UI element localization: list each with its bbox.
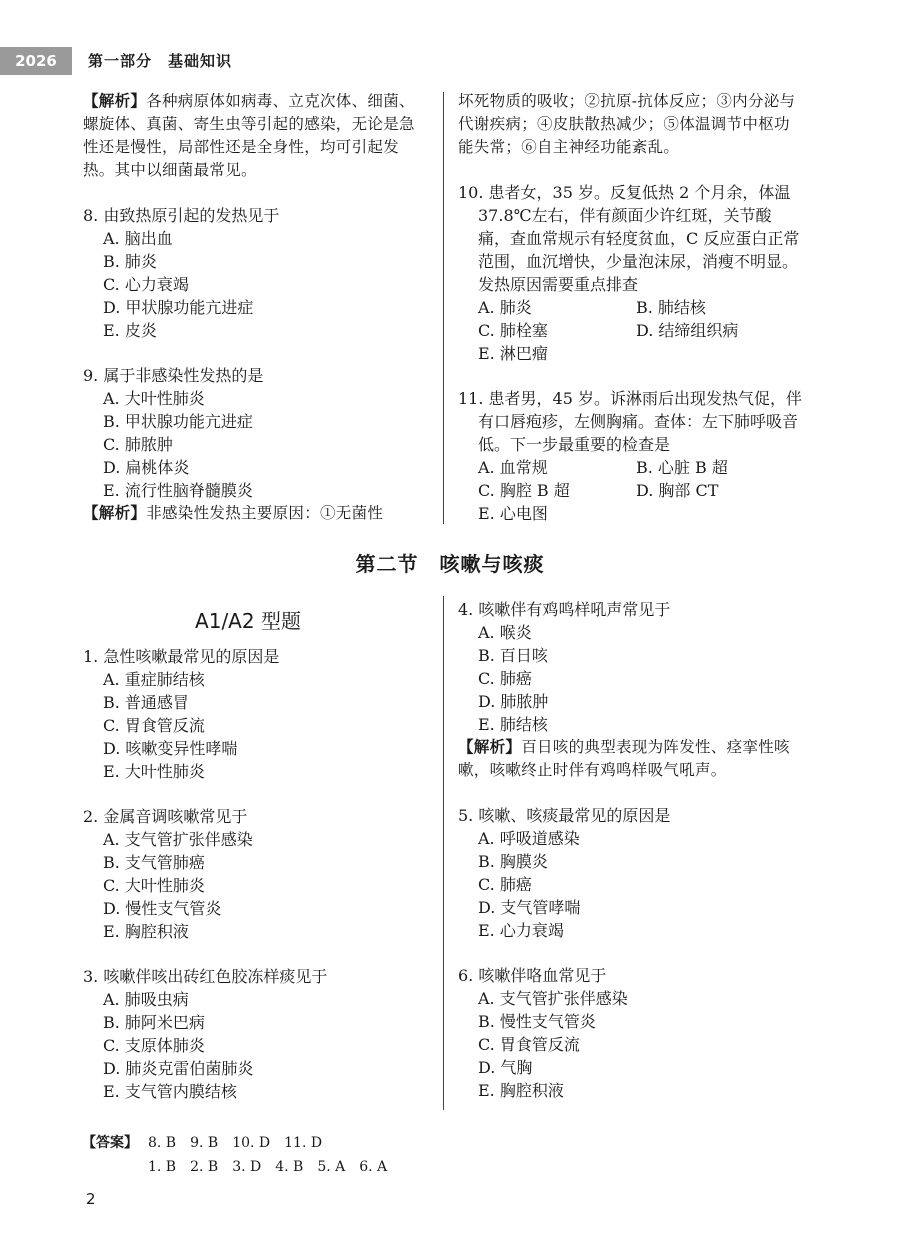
option: D. 慢性支气管炎 bbox=[103, 899, 222, 918]
option: E. 淋巴瘤 bbox=[478, 344, 548, 363]
option: B. 肺炎 bbox=[103, 252, 157, 271]
question-stem: 8. 由致热原引起的发热见于 bbox=[83, 206, 280, 225]
option: C. 肺癌 bbox=[478, 669, 532, 688]
option: A. 肺炎 bbox=[478, 298, 532, 317]
explanation-q4: 【解析】百日咳的典型表现为阵发性、痉挛性咳嗽，咳嗽终止时伴有鸡鸣样吸气吼声。 bbox=[458, 738, 790, 779]
option: B. 慢性支气管炎 bbox=[478, 1012, 596, 1031]
part-title: 第一部分 基础知识 bbox=[88, 52, 233, 70]
option: C. 肺栓塞 bbox=[478, 321, 548, 340]
option: D. 肺炎克雷伯菌肺炎 bbox=[103, 1059, 254, 1078]
option: A. 支气管扩张伴感染 bbox=[478, 989, 628, 1008]
question-stem: 2. 金属音调咳嗽常见于 bbox=[83, 807, 248, 826]
option: B. 心脏 B 超 bbox=[636, 458, 728, 477]
question-5 bbox=[458, 804, 803, 942]
option: D. 胸部 CT bbox=[636, 481, 719, 500]
option: E. 胸腔积液 bbox=[478, 1081, 564, 1100]
section-title: 第二节 咳嗽与咳痰 bbox=[355, 552, 545, 576]
option: A. 支气管扩张伴感染 bbox=[103, 830, 253, 849]
option: B. 支气管肺癌 bbox=[103, 853, 205, 872]
question-type-subtitle: A1/A2 型题 bbox=[195, 609, 301, 633]
explanation-top: 【解析】各种病原体如病毒、立克次体、细菌、螺旋体、真菌、寄生虫等引起的感染，无论是急性还是慢性，局部性还是全身性，均可引起发热。其中以细菌最常见。 bbox=[83, 92, 415, 179]
option: B. 胸膜炎 bbox=[478, 852, 548, 871]
option: D. 咳嗽变异性哮喘 bbox=[103, 739, 238, 758]
option: B. 普通感冒 bbox=[103, 693, 189, 712]
question-4 bbox=[458, 598, 803, 736]
option: C. 胸腔 B 超 bbox=[478, 481, 570, 500]
option: A. 重症肺结核 bbox=[103, 670, 205, 689]
option: E. 心力衰竭 bbox=[478, 921, 564, 940]
column-divider-bottom bbox=[443, 596, 444, 1110]
column-divider-top bbox=[443, 92, 444, 524]
option: D. 肺脓肿 bbox=[478, 692, 549, 711]
option: C. 大叶性肺炎 bbox=[103, 876, 205, 895]
option: D. 支气管哮喘 bbox=[478, 898, 581, 917]
year-badge: 2026 bbox=[0, 47, 72, 75]
option: B. 百日咳 bbox=[478, 646, 548, 665]
question-1 bbox=[83, 645, 428, 783]
option: A. 大叶性肺炎 bbox=[103, 389, 205, 408]
question-10 bbox=[458, 181, 803, 365]
question-stem: 1. 急性咳嗽最常见的原因是 bbox=[83, 647, 280, 666]
option: D. 扁桃体炎 bbox=[103, 458, 190, 477]
question-stem: 10. 患者女，35 岁。反复低热 2 个月余，体温 37.8℃左右，伴有颜面少许红斑，关节酸痛，查血常规示有轻度贫血，C 反应蛋白正常范围，血沉增快，少量泡沫尿，消瘦不明显。发热原因需要重点排查 bbox=[458, 183, 800, 294]
option: E. 皮炎 bbox=[103, 321, 157, 340]
question-stem: 3. 咳嗽伴咳出砖红色胶冻样痰见于 bbox=[83, 967, 328, 986]
question-3 bbox=[83, 965, 428, 1103]
answer-tag: 【答案】 bbox=[82, 1135, 138, 1151]
answer-line-2: 1. B 2. B 3. D 4. B 5. A 6. A bbox=[148, 1159, 388, 1175]
bottom-left-column bbox=[83, 600, 428, 1103]
option: A. 呼吸道感染 bbox=[478, 829, 580, 848]
option: E. 心电图 bbox=[478, 504, 548, 523]
bottom-right-column bbox=[458, 598, 803, 1102]
option: A. 肺吸虫病 bbox=[103, 990, 189, 1009]
question-2 bbox=[83, 805, 428, 943]
top-right-column bbox=[458, 90, 803, 525]
option: A. 血常规 bbox=[478, 458, 548, 477]
question-stem: 6. 咳嗽伴咯血常见于 bbox=[458, 966, 607, 985]
question-stem: 4. 咳嗽伴有鸡鸣样吼声常见于 bbox=[458, 600, 671, 619]
option: E. 肺结核 bbox=[478, 715, 548, 734]
option: C. 肺脓肿 bbox=[103, 435, 173, 454]
option: A. 脑出血 bbox=[103, 229, 173, 248]
option: B. 肺阿米巴病 bbox=[103, 1013, 205, 1032]
question-11 bbox=[458, 387, 803, 525]
option: D. 结缔组织病 bbox=[636, 321, 739, 340]
running-header bbox=[0, 47, 900, 75]
option: C. 支原体肺炎 bbox=[103, 1036, 205, 1055]
option: E. 大叶性肺炎 bbox=[103, 762, 205, 781]
option: E. 流行性脑脊髓膜炎 bbox=[103, 481, 253, 500]
option: C. 肺癌 bbox=[478, 875, 532, 894]
option: C. 胃食管反流 bbox=[478, 1035, 580, 1054]
option: E. 胸腔积液 bbox=[103, 922, 189, 941]
page-number: 2 bbox=[86, 1190, 96, 1208]
top-left-column bbox=[83, 90, 428, 525]
explanation-continued: 坏死物质的吸收；②抗原-抗体反应；③内分泌与代谢疾病；④皮肤散热减少；⑤体温调节中枢功能失常；⑥自主神经功能紊乱。 bbox=[458, 92, 796, 156]
question-stem: 5. 咳嗽、咳痰最常见的原因是 bbox=[458, 806, 671, 825]
option: D. 气胸 bbox=[478, 1058, 533, 1077]
option: C. 心力衰竭 bbox=[103, 275, 189, 294]
option: B. 甲状腺功能亢进症 bbox=[103, 412, 253, 431]
answer-line-1: 8. B 9. B 10. D 11. D bbox=[148, 1135, 323, 1151]
question-6 bbox=[458, 964, 803, 1102]
option: B. 肺结核 bbox=[636, 298, 706, 317]
option: C. 胃食管反流 bbox=[103, 716, 205, 735]
question-stem: 9. 属于非感染性发热的是 bbox=[83, 366, 264, 385]
question-8 bbox=[83, 204, 428, 342]
question-9 bbox=[83, 364, 428, 502]
explanation-q9: 【解析】非感染性发热主要原因：①无菌性 bbox=[83, 504, 384, 522]
option: A. 喉炎 bbox=[478, 623, 532, 642]
answer-key bbox=[82, 1131, 387, 1179]
question-stem: 11. 患者男，45 岁。诉淋雨后出现发热气促，伴有口唇疱疹，左侧胸痛。查体：左下肺呼吸音低。下一步最重要的检查是 bbox=[458, 389, 802, 454]
option: D. 甲状腺功能亢进症 bbox=[103, 298, 254, 317]
option: E. 支气管内膜结核 bbox=[103, 1082, 237, 1101]
